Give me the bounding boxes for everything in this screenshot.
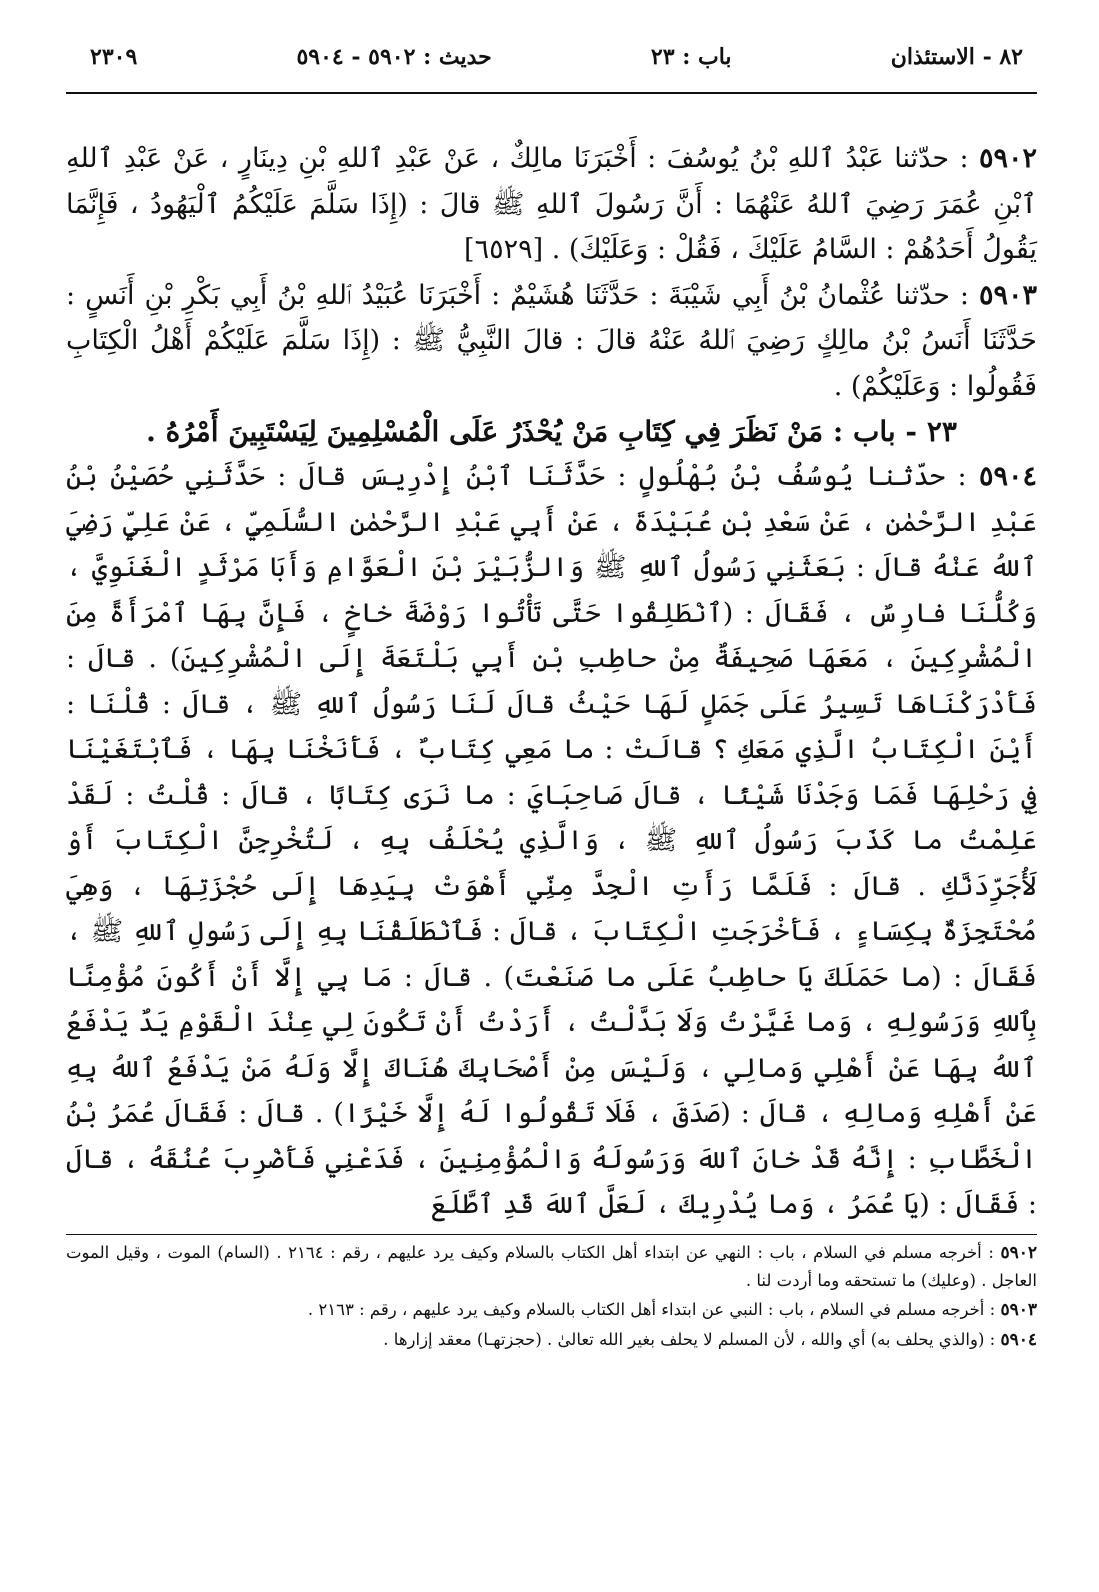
hadith-5904: ٥٩٠٤ : حدّثنا يُوسُفُ بْنُ بُهْلُولٍ : حَدَّثَنَا ٱبْنُ إِدْرِيسَ قالَ : حَدَّثَنِي حُصَيْنُ بْنُ عَبْدِ الرَّحْمٰنِ ، عَنْ سَعْدِ بْنِ عُبَيْدَةَ ، عَنْ أَبِي عَبْدِ الرَّحْمٰنِ السُّلَمِيِّ ، عَنْ عَلِيٍّ رَضِيَ ٱللهُ عَنْهُ قالَ : بَعَثَنِي رَسُولُ ٱللهِ ﷺ وَالزُّبَيْرَ بْنَ الْعَوَّامِ وَأَبَا مَرْثَدٍ الْغَنَوِيَّ ، وَكُلُّنَا فارِسٌ ، فَقَالَ : (ٱنْطَلِقُوا حَتَّى تَأْتُوا رَوْضَةَ خاخٍ ، فَإِنَّ بِهَا ٱمْرَأَةً مِنَ الْمُشْرِكِينَ ، مَعَهَا صَحِيفَةٌ مِنْ حاطِبِ بْنِ أَبِي بَلْتَعَةَ إِلَى الْمُشْرِكِينَ) . قالَ : فَأَدْرَكْنَاهَا تَسِيرُ عَلَى جَمَلٍ لَهَا حَيْثُ قالَ لَنَا رَسُولُ ٱللهِ ﷺ ، قالَ : قُلْنَا : أَيْنَ الْكِتَابُ الَّذِي مَعَكِ ؟ قالَتْ : ما مَعِي كِتَابٌ ، فَأَنَخْنَا بِهَا ، فَٱبْتَغَيْنَا فِي رَحْلِهَا فَمَا وَجَدْنَا شَيْئًا ، قالَ صَاحِبَايَ : ما نَرَى كِتَابًا ، قالَ : قُلْتُ : لَقَدْ عَلِمْتُ ما كَذَبَ رَسُولُ ٱللهِ ﷺ ، وَالَّذِي يُحْلَفُ بِهِ ، لَتُخْرِجِنَّ الْكِتَابَ أَوْ لَأُجَرِّدَنَّكِ . قالَ : فَلَمَّا رَأَتِ الْجِدَّ مِنِّي أَهْوَتْ بِيَدِهَا إِلَى حُجْزَتِهَا ، وَهِيَ مُحْتَجِزَةٌ بِكِسَاءٍ ، فَأَخْرَجَتِ الْكِتَابَ ، قالَ : فَٱنْطَلَقْنَا بِهِ إِلَى رَسُولِ ٱللهِ ﷺ ، فَقَالَ : (ما حَمَلَكَ يَا حاطِبُ عَلَى ما صَنَعْتَ) . قالَ : مَا بِي إِلَّا أَنْ أَكُونَ مُؤْمِنًا بِٱللهِ وَرَسُولِهِ ، وَما غَيَّرْتُ وَلَا بَدَّلْتُ ، أَرَدْتُ أَنْ تَكُونَ لِي عِنْدَ الْقَوْمِ يَدٌ يَدْفَعُ ٱللهُ بِهَا عَنْ أَهْلِي وَمالِي ، وَلَيْسَ مِنْ أَصْحَابِكَ هُنَاكَ إِلَّا وَلَهُ مَنْ يَدْفَعُ ٱللهُ بِهِ عَنْ أَهْلِهِ وَمالِهِ ، قالَ : (صَدَقَ ، فَلَا تَقُولُوا لَهُ إِلَّا خَيْرًا) . قالَ : فَقَالَ عُمَرُ بْنُ الْخَطَّابِ : إِنَّهُ قَدْ خانَ ٱللهَ وَرَسُولَهُ وَالْمُؤْمِنِينَ ، فَدَعْنِي فَأَضْرِبَ عُنُقَهُ ، قالَ : فَقَالَ : (يَا عُمَرُ ، وَما يُدْرِيكَ ، لَعَلَّ ٱللهَ قَدِ ٱطَّلَعَ — [66, 461, 1037, 1220]
header-hadith-range: حديث : ٥٩٠٢ - ٥٩٠٤ — [296, 44, 492, 70]
footnote-rule — [66, 1234, 1037, 1235]
footnote-text: أخرجه مسلم في السلام ، باب : النهي عن ابتداء أهل الكتاب بالسلام وكيف يرد عليهم ، رقم : ٢١٦٤ . (السام) الموت ، وقيل الموت العاجل . (وعليك) ما تستحقه وما أردت لنا . — [66, 1242, 1037, 1290]
main-text — [66, 136, 1037, 1228]
header-bab: باب : ٢٣ — [650, 44, 732, 70]
chapter-heading: ٢٣ - باب : مَنْ نَظَرَ فِي كِتَابِ مَنْ يُحْذَرُ عَلَى الْمُسْلِمِينَ لِيَسْتَبِينَ أَمْرُهُ . — [146, 415, 957, 448]
header-rule — [66, 92, 1037, 94]
hadith-number: ٥٩٠٤ — [978, 461, 1037, 492]
footnote-text: (والذي يحلف به) أي والله ، لأن المسلم لا يحلف بغير الله تعالىٰ . (حجزتهـا) معقد إزارها . — [383, 1329, 985, 1349]
hadith-number: ٥٩٠٢ — [978, 143, 1037, 174]
page-number: ٢٣٠٩ — [90, 44, 138, 70]
hadith-text: حدّثنا عَبْدُ ٱللهِ بْنُ يُوسُفَ : أَخْبَرَنَا مالِكٌ ، عَنْ عَبْدِ ٱللهِ بْنِ دِينَارٍ ، عَنْ عَبْدِ ٱللهِ ٱبْنِ عُمَرَ رَضِيَ ٱللهُ عَنْهُمَا : أَنَّ رَسُولَ ٱللهِ ﷺ قالَ : (إِذَا سَلَّمَ عَلَيْكُمُ ٱلْيَهُودُ ، فَإِنَّمَا يَقُولُ أَحَدُهُمْ : السَّامُ عَلَيْكَ ، فَقُلْ : وَعَلَيْكَ) . [٦٥٢٩] — [66, 143, 1037, 265]
footnotes — [66, 1239, 1037, 1354]
hadith-text: حدّثنا عُثْمانُ بْنُ أَبِي شَيْبَةَ : حَدَّثَنَا هُشَيْمٌ : أَخْبَرَنَا عُبَيْدُ ٱللهِ بْنُ أَبِي بَكْرِ بْنِ أَنَسٍ : حَدَّثَنَا أَنَسُ بْنُ مالِكٍ رَضِيَ ٱللهُ عَنْهُ قالَ : قالَ النَّبِيُّ ﷺ : (إِذَا سَلَّمَ عَلَيْكُمْ أَهْلُ الْكِتَابِ فَقُولُوا : وَعَلَيْكُمْ) . — [66, 279, 1037, 402]
footnote-5902: ٥٩٠٢ : أخرجه مسلم في السلام ، باب : النهي عن ابتداء أهل الكتاب بالسلام وكيف يرد عليهم ، رقم : ٢١٦٤ . (السام) الموت ، وقيل الموت العاجل . (وعليك) ما تستحقه وما أردت لنا . — [66, 1242, 1037, 1290]
header-chapter: ٨٢ - الاستئذان — [890, 44, 1023, 70]
footnote-number: ٥٩٠٢ — [1000, 1242, 1037, 1263]
footnote-number: ٥٩٠٣ — [1000, 1299, 1037, 1320]
hadith-text: حدّثنا يُوسُفُ بْنُ بُهْلُولٍ : حَدَّثَنَا ٱبْنُ إِدْرِيسَ قالَ : حَدَّثَنِي حُصَيْنُ بْنُ عَبْدِ الرَّحْمٰنِ ، عَنْ سَعْدِ بْنِ عُبَيْدَةَ ، عَنْ أَبِي عَبْدِ الرَّحْمٰنِ السُّلَمِيِّ ، عَنْ عَلِيٍّ رَضِيَ ٱللهُ عَنْهُ قالَ : بَعَثَنِي رَسُولُ ٱللهِ ﷺ وَالزُّبَيْرَ بْنَ الْعَوَّامِ وَأَبَا مَرْثَدٍ الْغَنَوِيَّ ، وَكُلُّنَا فارِسٌ ، فَقَالَ : (ٱنْطَلِقُوا حَتَّى تَأْتُوا رَوْضَةَ خاخٍ ، فَإِنَّ بِهَا ٱمْرَأَةً مِنَ الْمُشْرِكِينَ ، مَعَهَا صَحِيفَةٌ مِنْ حاطِبِ بْنِ أَبِي بَلْتَعَةَ إِلَى الْمُشْرِكِينَ) . قالَ : فَأَدْرَكْنَاهَا تَسِيرُ عَلَى جَمَلٍ لَهَا حَيْثُ قالَ لَنَا رَسُولُ ٱللهِ ﷺ ، قالَ : قُلْنَا : أَيْنَ الْكِتَابُ الَّذِي مَعَكِ ؟ قالَتْ : ما مَعِي كِتَابٌ ، فَأَنَخْنَا بِهَا ، فَٱبْتَغَيْنَا فِي رَحْلِهَا فَمَا وَجَدْنَا شَيْئًا ، قالَ صَاحِبَايَ : ما نَرَى كِتَابًا ، قالَ : قُلْتُ : لَقَدْ عَلِمْتُ ما كَذَبَ رَسُولُ ٱللهِ ﷺ ، وَالَّذِي يُحْلَفُ بِهِ ، لَتُخْرِجِنَّ الْكِتَابَ أَوْ لَأُجَرِّدَنَّكِ . قالَ : فَلَمَّا رَأَتِ الْجِدَّ مِنِّي أَهْوَتْ بِيَدِهَا إِلَى حُجْزَتِهَا ، وَهِيَ مُحْتَجِزَةٌ بِكِسَاءٍ ، فَأَخْرَجَتِ الْكِتَابَ ، قالَ : فَٱنْطَلَقْنَا بِهِ إِلَى رَسُولِ ٱللهِ ﷺ ، فَقَالَ : (ما حَمَلَكَ يَا حاطِبُ عَلَى ما صَنَعْتَ) . قالَ : مَا بِي إِلَّا أَنْ أَكُونَ مُؤْمِنًا بِٱللهِ وَرَسُولِهِ ، وَما غَيَّرْتُ وَلَا بَدَّلْتُ ، أَرَدْتُ أَنْ تَكُونَ لِي عِنْدَ الْقَوْمِ يَدٌ يَدْفَعُ ٱللهُ بِهَا عَنْ أَهْلِي وَمالِي ، وَلَيْسَ مِنْ أَصْحَابِكَ هُنَاكَ إِلَّا وَلَهُ مَنْ يَدْفَعُ ٱللهُ بِهِ عَنْ أَهْلِهِ وَمالِهِ ، قالَ : (صَدَقَ ، فَلَا تَقُولُوا لَهُ إِلَّا خَيْرًا) . قالَ : فَقَالَ عُمَرُ بْنُ الْخَطَّابِ : إِنَّهُ قَدْ خانَ ٱللهَ وَرَسُولَهُ وَالْمُؤْمِنِينَ ، فَدَعْنِي فَأَضْرِبَ عُنُقَهُ ، قالَ : فَقَالَ : (يَا عُمَرُ ، وَما يُدْرِيكَ ، لَعَلَّ ٱللهَ قَدِ ٱطَّلَعَ — [66, 461, 1037, 1220]
hadith-5902: ٥٩٠٢ : حدّثنا عَبْدُ ٱللهِ بْنُ يُوسُفَ : أَخْبَرَنَا مالِكٌ ، عَنْ عَبْدِ ٱللهِ بْنِ دِينَارٍ ، عَنْ عَبْدِ ٱللهِ ٱبْنِ عُمَرَ رَضِيَ ٱللهُ عَنْهُمَا : أَنَّ رَسُولَ ٱللهِ ﷺ قالَ : (إِذَا سَلَّمَ عَلَيْكُمُ ٱلْيَهُودُ ، فَإِنَّمَا يَقُولُ أَحَدُهُمْ : السَّامُ عَلَيْكَ ، فَقُلْ : وَعَلَيْكَ) . [٦٥٢٩] — [66, 143, 1037, 265]
running-header — [66, 44, 1037, 88]
footnote-text: أخرجه مسلم في السلام ، باب : النبي عن ابتداء أهل الكتاب بالسلام وكيف يرد عليهم ، رقم : ٢١٦٣ . — [307, 1299, 985, 1319]
footnote-5903: ٥٩٠٣ : أخرجه مسلم في السلام ، باب : النبي عن ابتداء أهل الكتاب بالسلام وكيف يرد عليهم ، رقم : ٢١٦٣ . — [307, 1299, 1037, 1320]
hadith-number: ٥٩٠٣ — [978, 279, 1037, 311]
footnote-number: ٥٩٠٤ — [1000, 1329, 1037, 1350]
footnote-5904: ٥٩٠٤ : (والذي يحلف به) أي والله ، لأن المسلم لا يحلف بغير الله تعالىٰ . (حجزتهـا) معقد إزارها . — [383, 1329, 1037, 1350]
hadith-5903: ٥٩٠٣ : حدّثنا عُثْمانُ بْنُ أَبِي شَيْبَةَ : حَدَّثَنَا هُشَيْمٌ : أَخْبَرَنَا عُبَيْدُ ٱللهِ بْنُ أَبِي بَكْرِ بْنِ أَنَسٍ : حَدَّثَنَا أَنَسُ بْنُ مالِكٍ رَضِيَ ٱللهُ عَنْهُ قالَ : قالَ النَّبِيُّ ﷺ : (إِذَا سَلَّمَ عَلَيْكُمْ أَهْلُ الْكِتَابِ فَقُولُوا : وَعَلَيْكُمْ) . — [66, 279, 1037, 402]
